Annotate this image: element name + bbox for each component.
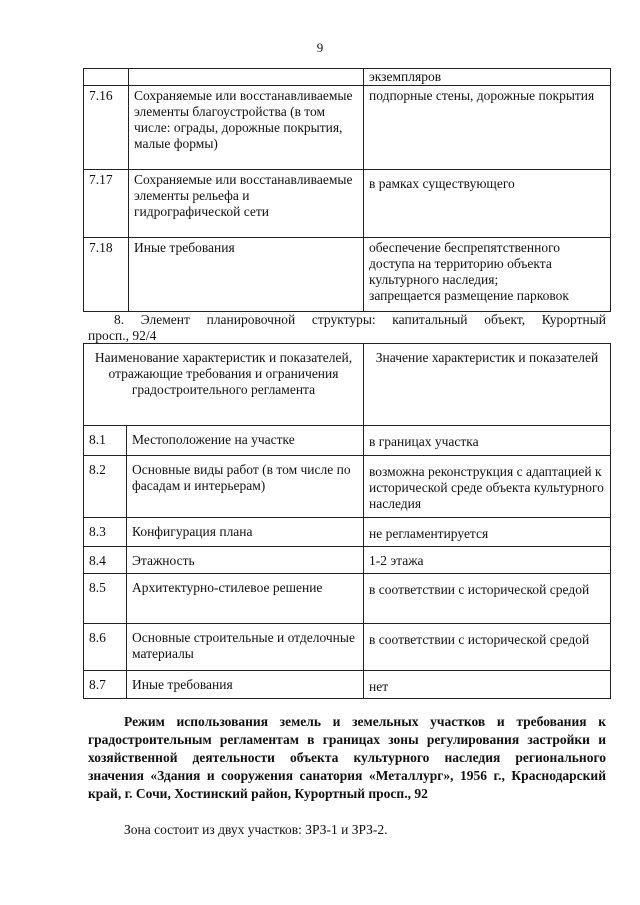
row-value: в соответствии с исторической средой (364, 574, 611, 624)
row-number: 8.1 (84, 426, 127, 456)
row-name: Основные виды работ (в том числе по фасадам и интерьерам) (127, 456, 364, 518)
row-number (84, 69, 129, 86)
caption-line-2: просп., 92/4 (88, 328, 157, 343)
row-value: 1-2 этажа (364, 547, 611, 574)
row-number: 8.5 (84, 574, 127, 624)
table-row (84, 69, 611, 86)
row-name: Местоположение на участке (127, 426, 364, 456)
row-name: Этажность (127, 547, 364, 574)
zone-paragraph: Зона состоит из двух участков: ЗРЗ-1 и ЗРЗ-2. (124, 822, 388, 837)
row-number: 7.17 (84, 170, 129, 238)
row-value: обеспечение беспрепятственного доступа на территорию объекта культурного наследия; запрещается размещение парковок (364, 238, 611, 312)
row-value: в границах участка (364, 426, 611, 456)
row-number: 7.16 (84, 86, 129, 170)
table-row (84, 547, 611, 574)
row-number: 8.7 (84, 671, 127, 699)
row-value: нет (364, 671, 611, 699)
header-value: Значение характеристик и показателей (364, 344, 611, 426)
row-number: 8.2 (84, 456, 127, 518)
row-number: 7.18 (84, 238, 129, 312)
row-name (129, 69, 364, 86)
regime-paragraph: Режим использования земель и земельных участков и требования к градостроительным регламентам в границах зоны регулирования застройки и хозяйственной деятельности объекта культурного наследия регионального значения «Здания и сооружения санатория «Металлург», 1956 г., Краснодарский край, г. Сочи, Хостинский район, Курортный просп., 92 (88, 714, 606, 801)
row-value: возможна реконструкция с адаптацией к исторической среде объекта культурного наследия (364, 456, 611, 518)
requirements-table-8 (83, 343, 611, 699)
row-value: подпорные стены, дорожные покрытия (364, 86, 611, 170)
table-row (84, 574, 611, 624)
table-row (84, 624, 611, 671)
table-row (84, 671, 611, 699)
table-row (84, 426, 611, 456)
row-name: Сохраняемые или восстанавливаемые элементы благоустройства (в том числе: ограды, дорожные покрытия, малые формы) (129, 86, 364, 170)
row-number: 8.6 (84, 624, 127, 671)
caption-line-1: 8. Элемент планировочной структуры: капитальный объект, Курортный (114, 312, 606, 327)
row-value: экземпляров (364, 69, 611, 86)
row-name: Архитектурно-стилевое решение (127, 574, 364, 624)
table-row (84, 518, 611, 547)
section-caption (88, 312, 606, 344)
row-number: 8.4 (84, 547, 127, 574)
table-row (84, 86, 611, 170)
table-row (84, 456, 611, 518)
table-row (84, 170, 611, 238)
row-value: не регламентируется (364, 518, 611, 547)
row-name: Иные требования (129, 238, 364, 312)
page-number: 9 (316, 40, 324, 55)
row-name: Основные строительные и отделочные материалы (127, 624, 364, 671)
row-name: Сохраняемые или восстанавливаемые элементы рельефа и гидрографической сети (129, 170, 364, 238)
table-header-row (84, 344, 611, 426)
row-value: в рамках существующего (364, 170, 611, 238)
row-name: Конфигурация плана (127, 518, 364, 547)
requirements-table-7 (83, 68, 611, 312)
row-name: Иные требования (127, 671, 364, 699)
header-name: Наименование характеристик и показателей, отражающие требования и ограничения градостроительного регламента (84, 344, 364, 426)
table-row (84, 238, 611, 312)
row-number: 8.3 (84, 518, 127, 547)
row-value: в соответствии с исторической средой (364, 624, 611, 671)
